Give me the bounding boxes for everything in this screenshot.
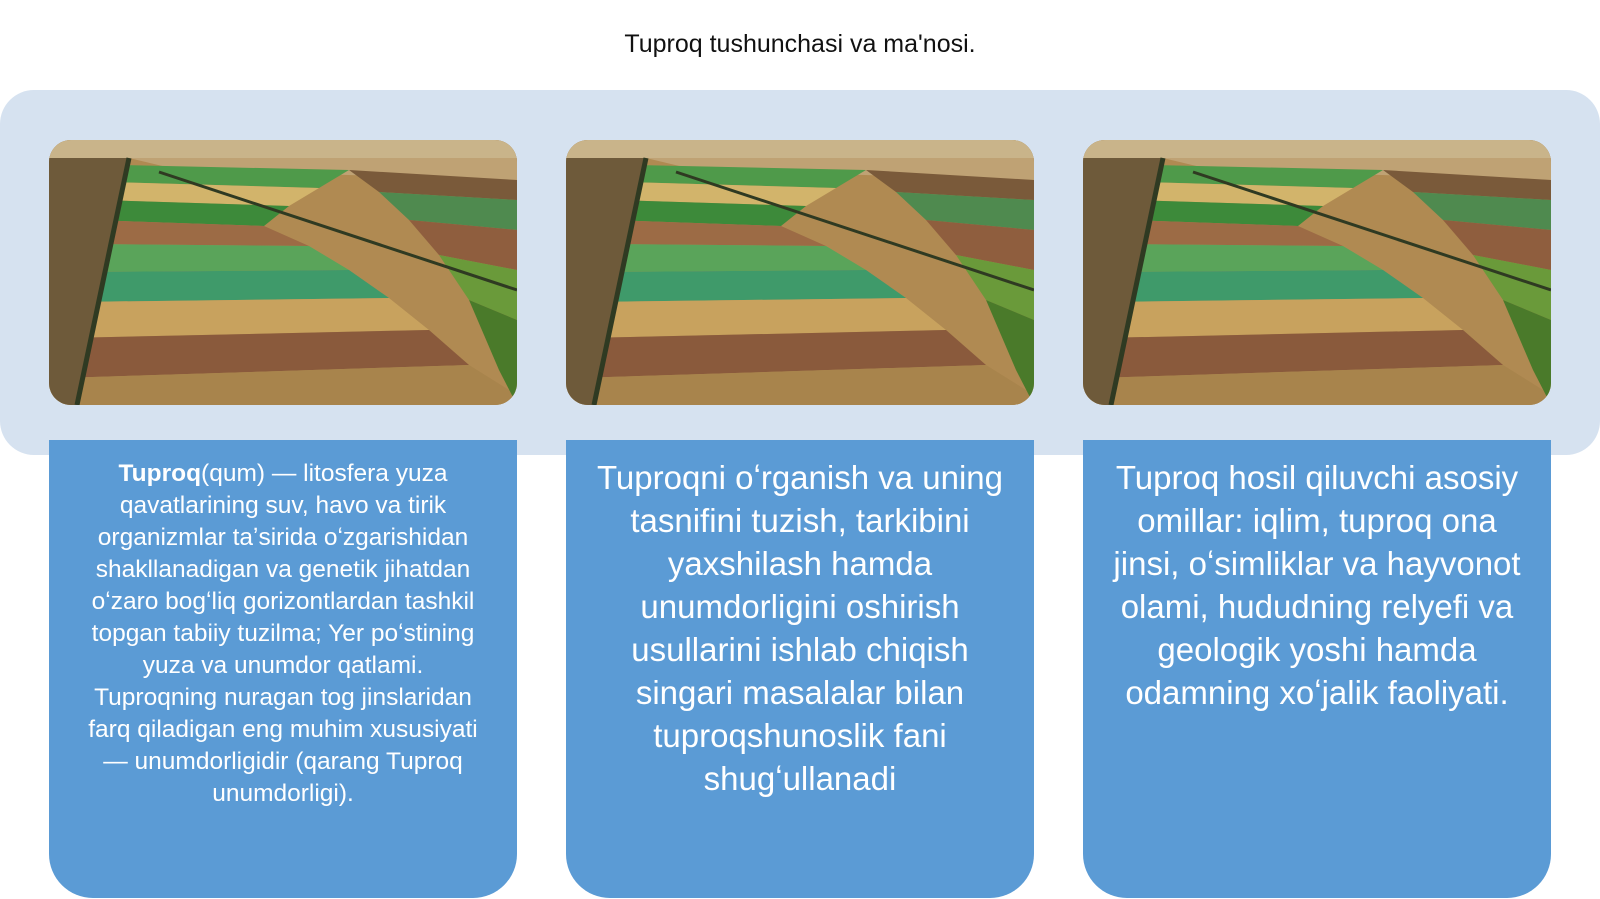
aerial-farmland-icon [566, 140, 1034, 405]
aerial-farmland-icon [1083, 140, 1551, 405]
aerial-farmland-icon [49, 140, 517, 405]
card-text-3: Tuproq hosil qiluvchi asosiy omillar: iqlim, tuproq ona jinsi, oʻsimliklar va hayvonot olami, hududning relyefi va geologik yoshi hamda odamning xoʻjalik faoliyati. [1083, 440, 1551, 898]
card-text-1-bold: Tuproq [118, 460, 202, 487]
card-text-1-body: (qum) — litosfera yuza qavatlarining suv, havo va tirik organizmlar taʼsirida oʻzgarishidan shakllanadigan va genetik jihatdan oʻzaro bogʻliq gorizontlardan tashkil topgan tabiiy tuzilma; Yer poʻstining yuza va unumdor qatlami. Tuproqning nuragan tog jinslaridan farq qiladigan eng muhim xususiyati — unumdorligidir (qarang Tuproq unumdorligi). [88, 460, 478, 807]
card-text-2: Tuproqni oʻrganish va uning tasnifini tuzish, tarkibini yaxshilash hamda unumdorligini oshirish usullarini ishlab chiqish singari masalalar bilan tuproqshunoslik fani shugʻullanadi [566, 440, 1034, 898]
card-text-1 [49, 440, 517, 898]
slide-title: Tuproq tushunchasi va ma'nosi. [624, 30, 976, 58]
